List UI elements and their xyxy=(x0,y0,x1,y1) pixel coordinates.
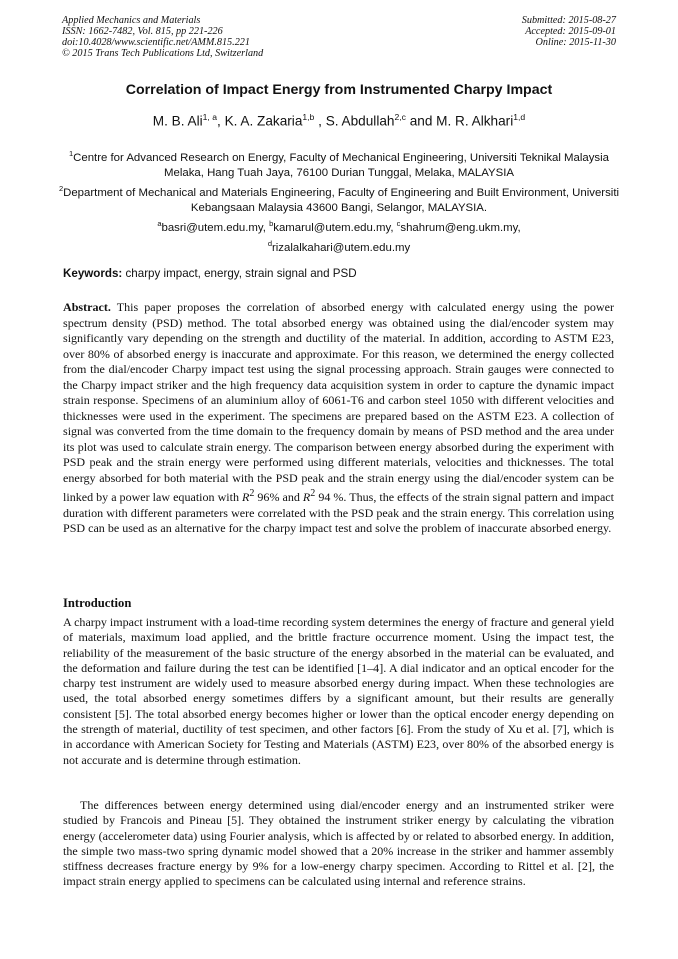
author-affiliation-mark: 1,b xyxy=(302,112,315,122)
journal-info xyxy=(62,15,263,59)
intro-paragraph-2: The differences between energy determined using dial/encoder energy and an instrumented striker were studied by Francois and Pineau [5]. They obtained the instrument striker energy by calculating the vibration energy (accelerometer data) using Fourier analysis, which is affected by or related to absorbed energy. In addition, the simple two mass-two spring dynamic model showed that a 20% increase in the striker and hammer assembly stiffness decreases fracture energy by 9% for a low-energy charpy specimen. According to Rittel et al. [2], the impact strain energy applied to specimens can be calculated using internal and reference strains. xyxy=(63,798,614,889)
affiliation-text: Department of Mechanical and Materials Engineering, Faculty of Engineering and Built Environment, Universiti Kebangsaan Malaysia 43600 Bangi, Selangor, MALAYSIA. xyxy=(63,186,620,214)
affiliation-1 xyxy=(50,146,628,181)
email-address: kamarul@utem.edu.my, xyxy=(273,221,397,234)
affiliation-text: Centre for Advanced Research on Energy, Faculty of Mechanical Engineering, Universiti Teknikal Malaysia Melaka, Hang Tuah Jaya, 76100 Durian Tunggal, Melaka, MALAYSIA xyxy=(73,151,609,179)
email-mark: d xyxy=(267,238,272,248)
journal-name: Applied Mechanics and Materials xyxy=(62,15,201,26)
keywords-label: Keywords: xyxy=(63,267,123,280)
email-address: shahrum@eng.ukm.my, xyxy=(400,221,521,234)
email-mark: b xyxy=(269,219,274,228)
abstract-text: This paper proposes the correlation of absorbed energy with calculated energy using the power spectrum density (PSD) method. The total absorbed energy was obtained using the dial/encoder system may significantly vary depending on the strength and ductility of the material. In addition, according to ASTM E23, over 80% of absorbed energy is inaccurate and approximate. For this reason, we determined the energy collected from the dial/encoder Charpy impact test using the signal processing approach. Strain gauges were connected to the Charpy impact striker and the high frequency data acquisition system in order to capture the dynamic impact strain response. Specimens of an aluminium alloy of 6061-T6 and carbon steel 1050 with different velocities and thicknesses were used in the experiment. The specimens are prepared based on the ASTM E23. A collection of signal was converted from the time domain to the frequency domain by means of PSD method and the area under its plot was used to calculate strain energy. The comparison between energy absorbed during the experiment with PSD peak and the strain energy were performed using different materials, velocities and thicknesses. The total energy absorbed for both material with the PSD peak and the strain energy using the dial/encoder system can be linked by a power law equation with xyxy=(63,300,614,505)
r-squared-exponent: 2 xyxy=(249,488,255,499)
author-separator: , xyxy=(217,113,225,129)
journal-copyright: © 2015 Trans Tech Publications Ltd, Switzerland xyxy=(62,48,264,59)
journal-issn: ISSN: 1662-7482, Vol. 815, pp 221-226 xyxy=(62,26,223,37)
email-address: basri@utem.edu.my, xyxy=(161,221,270,234)
affiliation-mark: 2 xyxy=(58,184,64,193)
author-name: K. A. Zakaria xyxy=(224,113,303,129)
author-separator: , xyxy=(314,113,326,129)
abstract xyxy=(63,300,614,537)
author-name: M. R. Alkhari xyxy=(436,113,514,129)
author-list xyxy=(40,112,638,129)
journal-doi: doi:10.4028/www.scientific.net/AMM.815.221 xyxy=(62,37,250,48)
author-affiliation-mark: 2,c xyxy=(394,112,406,122)
email-mark: a xyxy=(157,219,162,228)
keywords-line xyxy=(63,267,357,280)
keywords-text: charpy impact, energy, strain signal and PSD xyxy=(122,267,357,280)
email-mark: c xyxy=(396,219,401,228)
r-squared-symbol: R xyxy=(302,490,311,505)
author-affiliation-mark: 1, a xyxy=(202,112,217,122)
paper-title: Correlation of Impact Energy from Instrumented Charpy Impact xyxy=(125,82,553,98)
accepted-date: Accepted: 2015-09-01 xyxy=(525,26,616,37)
online-date: Online: 2015-11-30 xyxy=(535,37,616,48)
submitted-date: Submitted: 2015-08-27 xyxy=(521,15,616,26)
author-separator: and xyxy=(405,113,437,129)
author-name: S. Abdullah xyxy=(325,113,395,129)
author-name: M. B. Ali xyxy=(152,113,203,129)
intro-paragraph-1: A charpy impact instrument with a load-time recording system determines the energy of fracture and general yield of materials, maximum load applied, and the brittle fracture occurrence moment. Using the impact test, the reliability of the measurement of the basic structure of the energy absorbed in the material can be evaluated, and the deformation and failure during the test can be identified [1–4]. A dial indicator and an optical encoder for the charpy test instrument are widely used to measure absorbed energy during impact. When these technologies are used, the total absorbed energy sometimes differs by a significant amount, but their results are generally consistent [5]. The total absorbed energy becomes higher or lower than the optical encoder energy depending on the strength of material, ductility of test specimen, and other factors [6]. From the study of Xu et al. [7], which is in accordance with American Society for Testing and Materials (ASTM) E23, over 80% of the absorbed energy is not accurate and is determine through estimation. xyxy=(63,615,614,767)
affiliation-2 xyxy=(50,181,628,216)
abstract-label: Abstract. xyxy=(63,300,111,314)
abstract-text: 94 %. Thus, the effects of the strain signal pattern and impact duration with different parameters were correlated with the PSD peak and the strain energy. This correlation using PSD can be used as an alternative for the charpy impact test and solve the problem of inaccurate absorbed energy. xyxy=(63,490,614,536)
author-emails xyxy=(50,216,628,256)
r-squared-symbol: R xyxy=(242,490,250,505)
abstract-text: 96% and xyxy=(254,490,303,505)
email-address: rizalalkahari@utem.edu.my xyxy=(271,241,411,254)
affiliation-mark: 1 xyxy=(68,149,74,158)
author-affiliation-mark: 1,d xyxy=(513,112,526,122)
r-squared-exponent: 2 xyxy=(310,488,316,499)
section-heading-introduction: Introduction xyxy=(63,596,132,610)
publication-dates xyxy=(522,15,616,48)
